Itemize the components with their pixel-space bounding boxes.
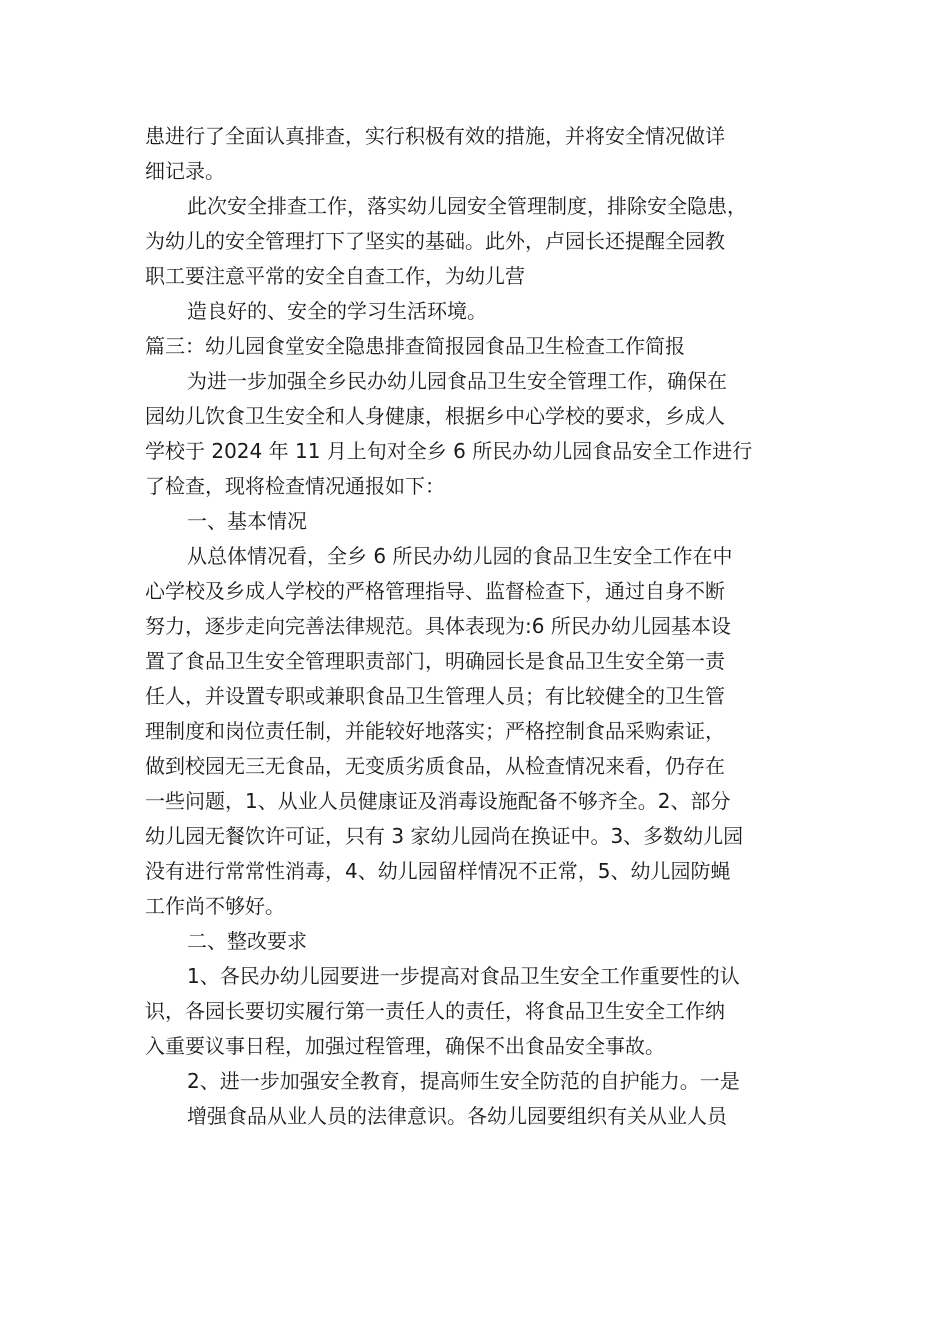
text-line: 理制度和岗位责任制，并能较好地落实；严格控制食品采购索证， [145,719,725,743]
text-line: 幼儿园无餐饮许可证，只有 3 家幼儿园尚在换证中。3、多数幼儿园 [145,824,744,848]
text-line: 置了食品卫生安全管理职责部门，明确园长是食品卫生安全第一责 [145,649,725,673]
text-line: 为进一步加强全乡民办幼儿园食品卫生安全管理工作，确保在 [187,369,727,393]
text-line: 一些问题，1、从业人员健康证及消毒设施配备不够齐全。2、部分 [145,789,731,813]
text-line: 篇三：幼儿园食堂安全隐患排查简报园食品卫生检查工作简报 [145,334,685,358]
text-line: 一、基本情况 [187,509,307,533]
text-line: 任人，并设置专职或兼职食品卫生管理人员；有比较健全的卫生管 [145,684,725,708]
text-line: 二、整改要求 [187,929,307,953]
text-line: 入重要议事日程，加强过程管理，确保不出食品安全事故。 [145,1034,665,1058]
text-line: 没有进行常常性消毒，4、幼儿园留样情况不正常，5、幼儿园防蝇 [145,859,731,883]
text-line: 识，各园长要切实履行第一责任人的责任，将食品卫生安全工作纳 [145,999,725,1023]
text-line: 细记录。 [145,159,225,183]
text-line: 工作尚不够好。 [145,894,285,918]
text-line: 造良好的、安全的学习生活环境。 [187,299,487,323]
text-line: 此次安全排查工作，落实幼儿园安全管理制度，排除安全隐患， [187,194,747,218]
document-body [145,119,810,1134]
text-line: 从总体情况看，全乡 6 所民办幼儿园的食品卫生安全工作在中 [187,544,733,568]
text-line: 增强食品从业人员的法律意识。各幼儿园要组织有关从业人员 [187,1104,727,1128]
text-line: 学校于 2024 年 11 月上旬对全乡 6 所民办幼儿园食品安全工作进行 [145,439,753,463]
text-line: 2、进一步加强安全教育，提高师生安全防范的自护能力。一是 [187,1069,740,1093]
text-line: 职工要注意平常的安全自查工作，为幼儿营 [145,264,525,288]
text-line: 做到校园无三无食品，无变质劣质食品，从检查情况来看，仍存在 [145,754,725,778]
text-line: 园幼儿饮食卫生安全和人身健康，根据乡中心学校的要求，乡成人 [145,404,725,428]
text-line: 心学校及乡成人学校的严格管理指导、监督检查下，通过自身不断 [145,579,725,603]
text-line: 为幼儿的安全管理打下了坚实的基础。此外，卢园长还提醒全园教 [145,229,725,253]
text-line: 了检查，现将检查情况通报如下： [145,474,445,498]
text-line: 患进行了全面认真排查，实行积极有效的措施，并将安全情况做详 [145,124,725,148]
text-line: 努力，逐步走向完善法律规范。具体表现为:6 所民办幼儿园基本设 [145,614,731,638]
text-line: 1、各民办幼儿园要进一步提高对食品卫生安全工作重要性的认 [187,964,740,988]
